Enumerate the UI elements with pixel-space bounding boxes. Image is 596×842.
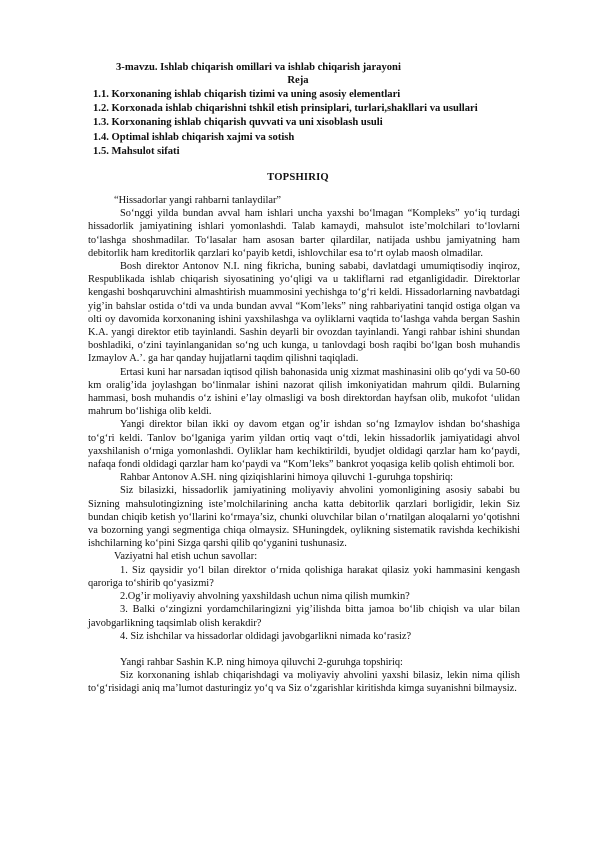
paragraph: Siz bilasizki, hissadorlik jamiyatining moliyaviy ahvolini yomonligining asosiy sababi bu Sizning mahsulotingizning iste’molchilarining ancha katta debitorlik qarzlari borligidir, lekin Siz bundan chiqib ketish yo‘llarini ko‘rmaya’siz, chunki oluvchilar bilan o‘rnatilgan aloqalarni yo‘qotishni va bozorning yangi segmentiga chiqa olmaysiz. SHuningdek, oylikning sistematik ravishda kechikishi ishchilarning ko‘pini Sizga qarshi qilib qo‘yganini tushunasiz. — [88, 485, 520, 550]
paragraph: Bosh direktor Antonov N.I. ning fikricha, buning sababi, davlatdagi umumiqtisodiy inqiroz, Respublikada ishlab chiqarish siyosatining yo‘qligi va u takliflarni rad etganligidadir. Direktorlar kengashi boshqaruvchini almashtirish muammosini yechishga to‘g‘ri keldi. Hissadorlarning navbatdagi yig’in bahslar ostida o‘tdi va unda bundan avval “Kom’leks” ning rahbariyatini tanqid ostiga olgan va olti oy davomida korxonaning ishini yaxshilashga va oyliklarni vaqtida to‘lashga vahda bergan Sashin K.A. yangi direktor etib tayinlandi. Sashin deyarli bir ovozdan tayinlandi. Yangi rahbar ishini shundan boshladiki, o‘zini tayinlanganidan so‘ng uch kunga, u tanlovdagi bosh raqibi bo‘lgan bosh muhandis Izmaylov A.’. ga har qanday hujjatlarni taqdim qilishni taqiqladi. — [88, 261, 520, 365]
plan-item: 1.2. Korxonada ishlab chiqarishni tshkil etish prinsiplari, turlari,shakllari va usullari — [93, 103, 478, 115]
questions-heading: Vaziyatni hal etish uchun savollar: — [114, 551, 258, 563]
question-item: 2.Og’ir moliyaviy ahvolning yaxshildash uchun nima qilish mumkin? — [120, 591, 410, 603]
paragraph: Siz korxonaning ishlab chiqarishdagi va moliyaviy ahvolini yaxshi bilasiz, lekin nima qilish to‘g‘risidagi aniq ma’lumot dasturingiz yo‘q va Siz o‘zgarishlar kiritishda kimga suyanishni bilmaysiz. — [88, 670, 520, 695]
group1-task-heading: Rahbar Antonov A.SH. ning qiziqishlarini himoya qiluvchi 1-guruhga topshiriq: — [120, 472, 454, 484]
case-title: “Hissadorlar yangi rahbarni tanlaydilar” — [114, 195, 282, 206]
task-body — [88, 194, 520, 696]
paragraph: So‘nggi yilda bundan avval ham ishlari uncha yaxshi bo‘lmagan “Kompleks” yo‘iq turdagi hissadorlik jamiyatining ishlari yomonlashdi. Talab kamaydi, mahsulot iste’molchilari to‘lovlarni to‘lashga shoshmadilar. To‘lasalar ham asosan barter qilardilar, natijada ushbu jamiyatning ham debitorlik ham kreditorlik qarzlari ko‘payib ketdi, ishlovchilar esa to‘rt oylab maosh olmadilar. — [88, 208, 520, 259]
plan-item: 1.3. Korxonaning ishlab chiqarish quvvati va uni xisoblash usuli — [93, 117, 383, 129]
paragraph: Yangi direktor bilan ikki oy davom etgan og’ir ishdan so‘ng Izmaylov ishdan bo‘shashiga to‘g‘ri keldi. Tanlov bo‘lganiga yarim yildan ortiq vaqt o‘tdi, lekin hissadorlik jamiyatidagi ahvol yaxshilanish o‘rniga yomonlashdi. Oyliklar ham kechiktirildi, byudjet oldidagi qarzlar ham ko‘paydi, nafaqa fondi oldidagi qarzlar ham ko‘paydi va “Kom’leks” bankrot yoqasiga kelib qolish ehtimoli bor. — [88, 419, 520, 471]
group2-task-heading: Yangi rahbar Sashin K.P. ning himoya qiluvchi 2-guruhga topshiriq: — [120, 656, 403, 668]
question-item: 3. Balki o‘zingizni yordamchilaringizni yig’ilishda bitta jamoa bo‘lib chiqish va ular bilan javobgarlikning taqsimlab olish kerakdir? — [88, 604, 520, 629]
plan-item: 1.1. Korxonaning ishlab chiqarish tizimi va uning asosiy elementlari — [93, 89, 401, 100]
question-item: 1. Siz qaysidir yo‘l bilan direktor o‘rnida qolishiga harakat qilasiz yoki hammasini kengash qaroriga to‘shirib qo‘yasizmi? — [88, 564, 520, 589]
task-heading: TOPSHIRIQ — [267, 172, 329, 183]
plan-item: 1.4. Optimal ishlab chiqarish xajmi va sotish — [93, 131, 295, 143]
plan-item: 1.5. Mahsulot sifati — [93, 145, 180, 157]
plan-list — [93, 88, 478, 159]
plan-heading: Reja — [287, 75, 309, 86]
paragraph: Ertasi kuni har narsadan iqtisod qilish bahonasida unig xizmat mashinasini olib qo‘ydi va 50-60 km oralig’ida joylashgan bo‘linmalar ishini nazorat qilish imkoniyatidan mahrum qildi. Bularning hammasi, bosh muhandis o‘z ishini e’lay olmasligi va bosh direktordan hayfsan olib, mukofot ‘ulidan mahrum bo‘lishiga olib keldi. — [88, 366, 520, 418]
document-title: 3-mavzu. Ishlab chiqarish omillari va ishlab chiqarish jarayoni — [116, 62, 401, 73]
question-item: 4. Siz ishchilar va hissadorlar oldidagi javobgarlikni nimada ko‘rasiz? — [120, 630, 412, 642]
paragraph-gap — [88, 643, 520, 656]
